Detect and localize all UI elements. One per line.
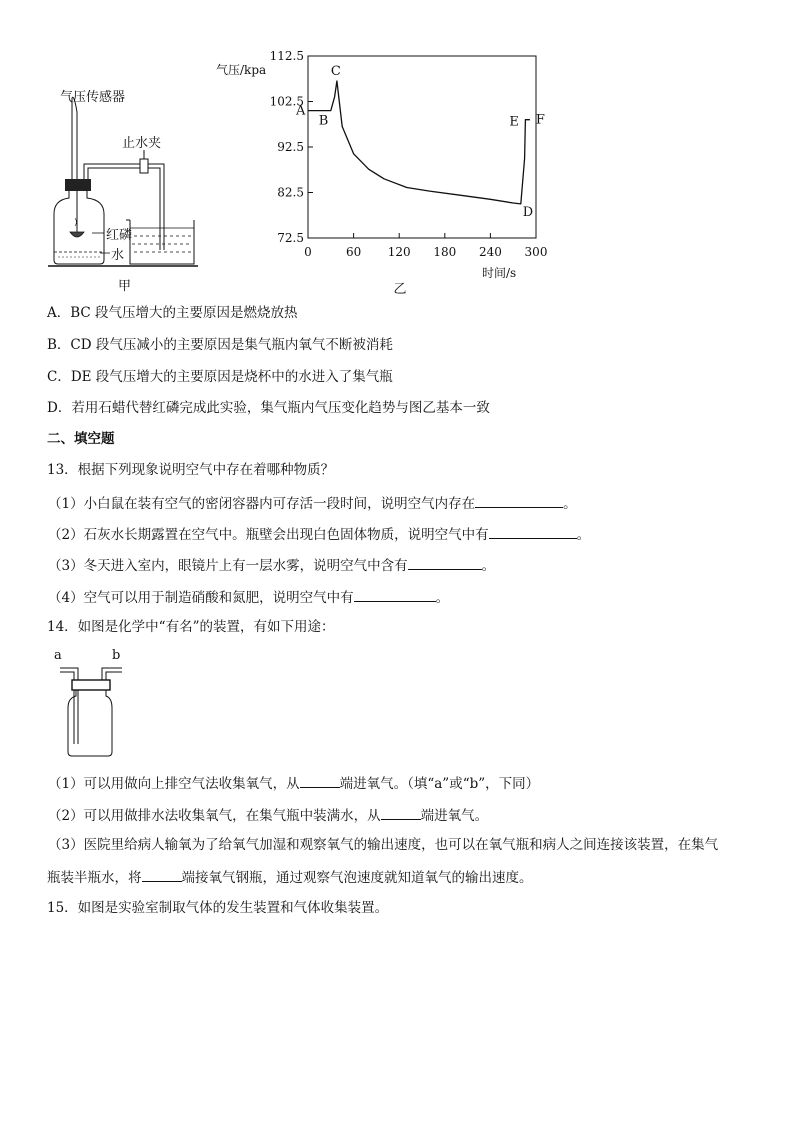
q14-part-1-text: （1）可以用做向上排空气法收集氧气，从 xyxy=(48,776,300,792)
x-tick-label: 300 xyxy=(524,245,548,259)
x-tick-label: 120 xyxy=(387,245,411,259)
q13-part-2-end: 。 xyxy=(576,527,591,543)
q14-part-1-end: 端进氧气。（填“a”或“b”，下同） xyxy=(339,776,540,792)
x-axis-label: 时间/s xyxy=(482,266,517,280)
y-axis-label: 气压/kpa xyxy=(216,63,267,77)
option-b: B．CD 段气压减小的主要原因是集气瓶内氧气不断被消耗 xyxy=(47,337,393,353)
option-d: D．若用石蜡代替红磷完成此实验，集气瓶内气压变化趋势与图乙基本一致 xyxy=(47,400,490,416)
x-tick-label: 60 xyxy=(345,245,362,259)
gas-washing-bottle-figure xyxy=(50,664,130,760)
q14-part-1 xyxy=(48,773,539,793)
q13-part-2 xyxy=(48,524,590,544)
q13-part-4 xyxy=(48,587,449,607)
point-label-b: B xyxy=(318,113,329,129)
pressure-series-line xyxy=(308,81,530,204)
section-title: 二、填空题 xyxy=(47,431,115,447)
q13-part-3-text: （3）冬天进入室内，眼镜片上有一层水雾，说明空气中含有 xyxy=(48,558,408,574)
option-c: C．DE 段气压增大的主要原因是烧杯中的水进入了集气瓶 xyxy=(47,369,393,385)
figure-label-jia: 甲 xyxy=(118,279,132,294)
port-a-label: a xyxy=(54,648,62,663)
plot-frame xyxy=(308,56,536,238)
q13-part-1-end: 。 xyxy=(563,496,577,512)
y-tick-label: 92.5 xyxy=(277,140,304,154)
point-label-a: A xyxy=(296,103,306,119)
phosphorus-label: 红磷 xyxy=(106,228,133,243)
x-tick-label: 180 xyxy=(433,245,457,259)
apparatus-figure xyxy=(44,80,214,295)
option-a: A．BC 段气压增大的主要原因是燃烧放热 xyxy=(47,305,298,321)
x-tick-label: 240 xyxy=(478,245,502,259)
q13-part-2-text: （2）石灰水长期露置在空气中。瓶壁会出现白色固体物质，说明空气中有 xyxy=(48,527,489,543)
q13-part-4-end: 。 xyxy=(435,590,450,606)
point-label-c: C xyxy=(330,64,341,80)
pressure-chart xyxy=(212,48,557,298)
q15-stem: 15．如图是实验室制取气体的发生装置和气体收集装置。 xyxy=(47,900,389,916)
q14-part-2-end: 端进氧气。 xyxy=(420,808,489,824)
y-tick-label: 102.5 xyxy=(269,94,304,109)
y-tick-label: 82.5 xyxy=(277,185,304,200)
sensor-label: 气压传感器 xyxy=(60,90,126,105)
answer-blank[interactable] xyxy=(475,493,563,508)
point-label-f: F xyxy=(535,112,545,128)
y-tick-label: 112.5 xyxy=(269,49,304,63)
y-tick-label: 72.5 xyxy=(277,231,304,245)
answer-blank[interactable] xyxy=(142,867,182,882)
q14-part-3-line2 xyxy=(47,867,533,887)
answer-blank[interactable] xyxy=(354,587,436,602)
answer-blank[interactable] xyxy=(300,773,340,788)
x-tick-label: 0 xyxy=(304,245,312,259)
point-label-e: E xyxy=(509,114,519,130)
port-b-label: b xyxy=(112,648,121,663)
q14-part-3-end: 端接氧气钢瓶，通过观察气泡速度就知道氧气的输出速度。 xyxy=(181,870,533,886)
q13-part-3-end: 。 xyxy=(481,558,496,574)
q13-part-1-text: （1）小白鼠在装有空气的密闭容器内可存活一段时间，说明空气内存在 xyxy=(48,496,476,512)
q13-stem: 13．根据下列现象说明空气中存在着哪种物质？ xyxy=(47,462,335,478)
answer-blank[interactable] xyxy=(489,524,577,539)
q13-part-1 xyxy=(48,493,577,513)
q13-part-4-text: （4）空气可以用于制造硝酸和氮肥，说明空气中有 xyxy=(48,590,354,606)
figure-label-yi: 乙 xyxy=(393,282,407,297)
point-label-d: D xyxy=(522,204,534,220)
q14-part-3-line1: （3）医院里给病人输氧为了给氧气加湿和观察氧气的输出速度，也可以在氧气瓶和病人之间连接该装置，在集气 xyxy=(48,837,719,853)
q14-part-2-text: （2）可以用做排水法收集氧气，在集气瓶中装满水，从 xyxy=(48,808,381,824)
answer-blank[interactable] xyxy=(381,805,421,820)
q13-part-3 xyxy=(48,555,495,575)
clamp-label: 止水夹 xyxy=(122,136,162,151)
q14-part-2 xyxy=(48,805,488,825)
water-label: 水 xyxy=(111,248,125,263)
q14-part-3-text: 瓶装半瓶水，将 xyxy=(47,870,142,886)
q14-stem: 14．如图是化学中“有名”的装置，有如下用途： xyxy=(47,619,335,635)
answer-blank[interactable] xyxy=(408,555,482,570)
